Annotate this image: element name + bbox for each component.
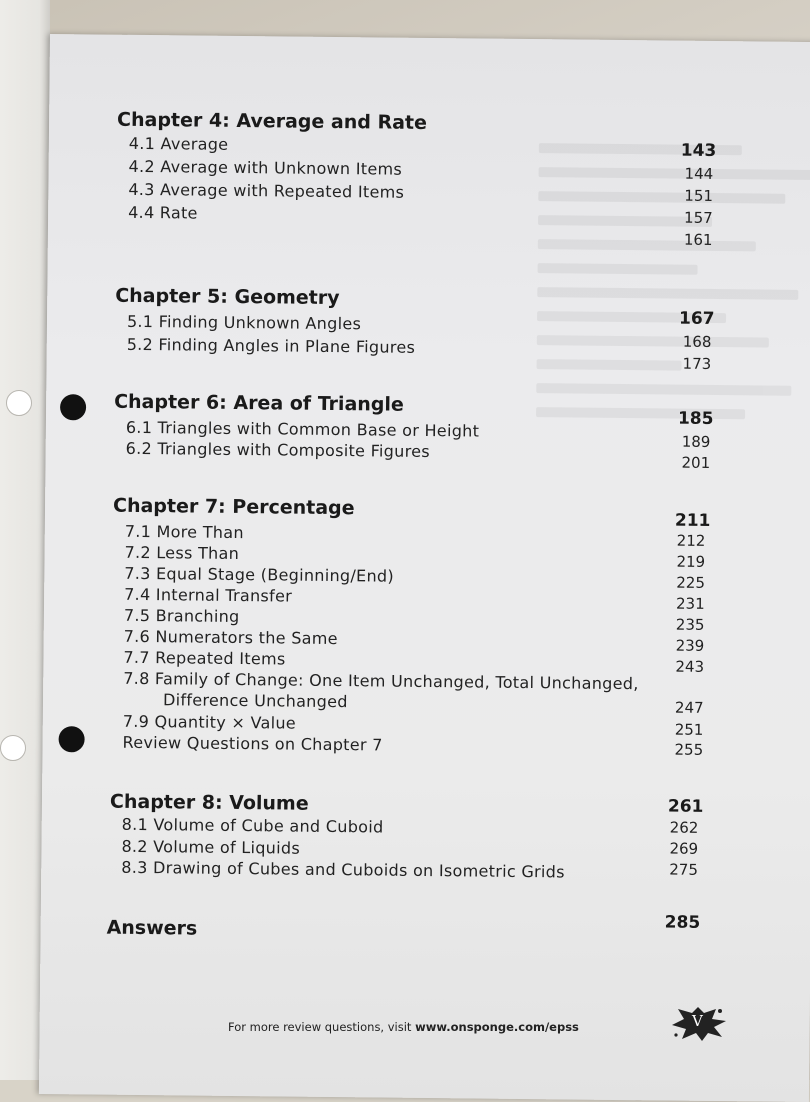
toc-item-5-2: 5.2 Finding Angles in Plane Figures (126, 334, 416, 357)
toc-page-7-2: 219 (676, 552, 706, 571)
footer-note (228, 1020, 579, 1034)
table-of-contents (40, 34, 810, 1042)
toc-page-6-1: 189 (681, 432, 711, 451)
toc-page-7-1: 212 (676, 531, 706, 550)
document-page (39, 34, 810, 1102)
chapter-4-page: 143 (680, 140, 717, 161)
chapter-7-heading: Chapter 7: Percentage (112, 494, 355, 520)
toc-page-7-9: 251 (674, 720, 704, 739)
toc-page-7-4: 231 (675, 594, 705, 613)
toc-page-8-1: 262 (669, 818, 699, 837)
toc-item-8-1: 8.1 Volume of Cube and Cuboid (121, 814, 384, 837)
toc-page-7-6: 239 (675, 636, 705, 655)
toc-item-7-2: 7.2 Less Than (124, 542, 240, 564)
toc-item-7-6: 7.6 Numerators the Same (123, 626, 338, 649)
chapter-8-page: 261 (667, 796, 704, 817)
toc-item-7-8-continued: Difference Unchanged (162, 690, 348, 712)
toc-item-4-2: 4.2 Average with Unknown Items (128, 156, 403, 179)
toc-item-review-7: Review Questions on Chapter 7 (122, 732, 383, 755)
chapter-6-page: 185 (677, 408, 714, 429)
toc-item-4-3: 4.3 Average with Repeated Items (128, 179, 405, 202)
chapter-8-heading: Chapter 8: Volume (109, 790, 309, 815)
chapter-4-heading: Chapter 4: Average and Rate (116, 108, 428, 134)
toc-item-8-3: 8.3 Drawing of Cubes and Cuboids on Isometric Grids (121, 857, 565, 882)
chapter-5-page: 167 (678, 308, 715, 329)
chapter-7-page: 211 (674, 510, 711, 531)
toc-page-6-2: 201 (681, 453, 711, 472)
toc-page-7-3: 225 (676, 573, 706, 592)
toc-page-7-8: 247 (674, 698, 704, 717)
toc-page-8-2: 269 (669, 839, 699, 858)
toc-page-7-7: 243 (675, 657, 705, 676)
page-number: V (692, 1012, 703, 1030)
toc-page-review-7: 255 (674, 740, 704, 759)
answers-page: 285 (664, 912, 701, 933)
toc-page-4-2: 151 (684, 186, 714, 205)
toc-item-6-1: 6.1 Triangles with Common Base or Height (125, 417, 480, 441)
toc-item-7-9: 7.9 Quantity × Value (122, 711, 297, 733)
footer-prefix: For more review questions, visit (228, 1020, 416, 1034)
facing-page-hole-top (6, 390, 32, 416)
toc-item-8-2: 8.2 Volume of Liquids (121, 836, 301, 858)
toc-page-4-4: 161 (683, 230, 713, 249)
toc-item-7-7: 7.7 Repeated Items (123, 647, 286, 669)
facing-page-hole-bottom (0, 735, 26, 761)
toc-page-4-1: 144 (684, 164, 714, 183)
toc-item-6-2: 6.2 Triangles with Composite Figures (125, 438, 431, 462)
toc-item-7-1: 7.1 More Than (124, 521, 244, 543)
toc-item-7-4: 7.4 Internal Transfer (124, 584, 293, 606)
toc-item-5-1: 5.1 Finding Unknown Angles (126, 311, 362, 334)
toc-page-5-2: 173 (682, 354, 712, 373)
toc-item-4-4: 4.4 Rate (128, 202, 198, 223)
toc-item-7-8: 7.8 Family of Change: One Item Unchanged, Total Unchanged, (123, 668, 639, 694)
toc-page-5-1: 168 (682, 332, 712, 351)
toc-item-7-3: 7.3 Equal Stage (Beginning/End) (124, 563, 395, 586)
chapter-6-heading: Chapter 6: Area of Triangle (114, 390, 404, 416)
toc-page-7-5: 235 (675, 615, 705, 634)
toc-page-8-3: 275 (669, 860, 699, 879)
answers-heading: Answers (106, 916, 198, 940)
footer-url: www.onsponge.com/epss (415, 1020, 579, 1034)
toc-item-4-1: 4.1 Average (128, 133, 229, 154)
toc-page-4-3: 157 (684, 208, 713, 227)
toc-item-7-5: 7.5 Branching (123, 605, 240, 627)
chapter-5-heading: Chapter 5: Geometry (115, 284, 340, 310)
